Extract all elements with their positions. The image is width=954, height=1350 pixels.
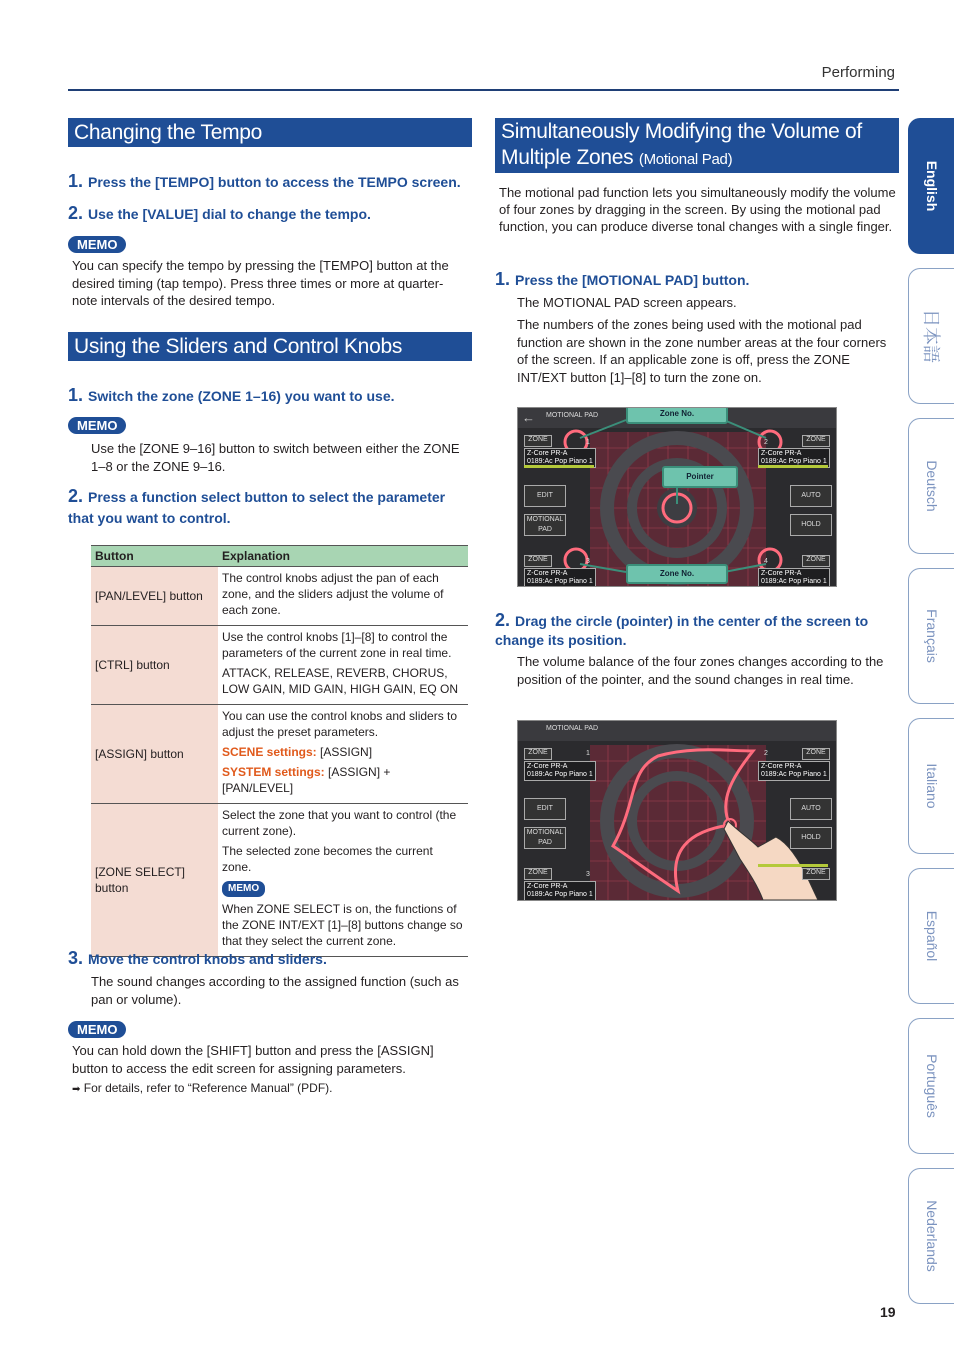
table-line: ATTACK, RELEASE, REVERB, CHORUS, LOW GAIN, MID GAIN, HIGH GAIN, EQ ON: [222, 666, 459, 696]
tab-label: Italiano: [923, 763, 940, 809]
table-key: [CTRL] button: [91, 626, 218, 705]
scene-settings-line: [222, 744, 464, 760]
sliders-memo1-text: Use the [ZONE 9–16] button to switch between either the ZONE 1–8 or the ZONE 9–16.: [91, 441, 460, 474]
motional-pad-screen-2: [517, 720, 837, 901]
zone-patch: 0189:Ac Pop Piano 1: [761, 771, 827, 778]
tab-francais[interactable]: [908, 568, 954, 704]
zone-patch-group: PR-A: [784, 570, 802, 577]
step-text: Move the control knobs and sliders.: [88, 951, 327, 967]
step-number: 3.: [68, 948, 84, 968]
section-title-tempo: Changing the Tempo: [68, 118, 472, 147]
motional-pad-button[interactable]: MOTIONAL PAD: [524, 827, 566, 849]
edit-button[interactable]: EDIT: [524, 485, 566, 507]
zone-button[interactable]: ZONE: [524, 435, 552, 447]
memo-badge: MEMO: [68, 1021, 126, 1038]
tab-label: Nederlands: [923, 1200, 940, 1272]
section-title-sub: (Motional Pad): [638, 151, 733, 168]
section-title-main: Simultaneously Modifying the Volume of Multiple Zones: [501, 120, 862, 169]
zone-engine: Z-Core: [527, 763, 549, 770]
table-line: The control knobs adjust the pan of each zone, and the sliders adjust the volume of each zone.: [222, 571, 444, 617]
zone-patch-group: PR-A: [784, 450, 802, 457]
zone-level-bar: [524, 465, 594, 468]
auto-button[interactable]: AUTO: [790, 798, 832, 820]
tab-japanese[interactable]: [908, 268, 954, 404]
zone-patch-group: PR-A: [550, 763, 568, 770]
step-text: Drag the circle (pointer) in the center of the screen to change its position.: [495, 613, 869, 648]
table-row: [91, 705, 468, 804]
zone-button[interactable]: ZONE: [524, 868, 552, 880]
zone-patch: 0189:Ac Pop Piano 1: [761, 458, 827, 465]
back-arrow-icon[interactable]: ←: [522, 410, 535, 425]
table-value: [218, 804, 468, 957]
reference-line: [72, 1081, 332, 1095]
zone-number: 3: [586, 558, 590, 565]
tab-english[interactable]: [908, 118, 954, 254]
tempo-memo-text: You can specify the tempo by pressing the [TEMPO] button at the desired timing (tap tempo). Press three times or more at quarter-note intervals of the desired tempo.: [72, 258, 449, 308]
tab-label: Português: [923, 1054, 940, 1118]
function-button-table: [91, 545, 468, 957]
sliders-step-1: [68, 386, 472, 406]
table-line: The selected zone becomes the current zone.: [222, 844, 433, 874]
section-title-sliders: Using the Sliders and Control Knobs: [68, 332, 472, 361]
zone-button[interactable]: ZONE: [802, 555, 830, 567]
zone-info: [758, 761, 830, 781]
tab-nederlands[interactable]: [908, 1168, 954, 1304]
step-text: Press the [TEMPO] button to access the TEMPO screen.: [88, 174, 461, 190]
system-settings-value: [ASSIGN] + [PAN/LEVEL]: [222, 765, 391, 795]
system-settings-line: [222, 764, 464, 796]
table-header-explanation: Explanation: [218, 546, 468, 567]
motional-pad-screen-1: [517, 407, 837, 587]
zone-patch: 0189:Ac Pop Piano 1: [527, 891, 593, 898]
screen-title: MOTIONAL PAD: [546, 725, 599, 732]
zone-patch: 0189:Ac Pop Piano 1: [527, 771, 593, 778]
zone-button[interactable]: ZONE: [524, 748, 552, 760]
zone-info: [758, 568, 830, 587]
zone-number: 3: [586, 871, 590, 878]
table-memo-text: When ZONE SELECT is on, the functions of the ZONE INT/EXT [1]–[8] buttons change so that they select the current zone.: [222, 902, 463, 948]
tab-espanol[interactable]: [908, 868, 954, 1004]
edit-button[interactable]: EDIT: [524, 798, 566, 820]
zone-engine: Z-Core: [761, 450, 783, 457]
motional-step-1-body2: The numbers of the zones being used with the motional pad function are shown in the zone number areas at the four corners of the screen. If an applicable zone is off, press the ZONE INT/EXT button [1]–[8] to turn the zone on.: [517, 317, 887, 385]
tab-label: Français: [923, 609, 940, 663]
tempo-step-1: [68, 172, 472, 192]
zone-number: 2: [764, 750, 768, 757]
zone-engine: Z-Core: [527, 883, 549, 890]
zone-patch: 0189:Ac Pop Piano 1: [527, 458, 593, 465]
zone-number: 2: [764, 439, 768, 446]
zone-number: 4: [764, 558, 768, 565]
scene-settings-label: SCENE settings:: [222, 745, 317, 759]
table-memo-line: [222, 879, 464, 897]
table-value: [218, 705, 468, 804]
table-row: [91, 626, 468, 705]
step-text: Press the [MOTIONAL PAD] button.: [515, 272, 750, 288]
sliders-step-3-body: The sound changes according to the assigned function (such as pan or volume).: [91, 974, 459, 1007]
step-number: 1.: [68, 385, 84, 405]
table-row: [91, 804, 468, 957]
screen-title: MOTIONAL PAD: [546, 412, 599, 419]
zone-button[interactable]: ZONE: [524, 555, 552, 567]
tab-label: 日本語: [920, 309, 941, 363]
table-key: [ASSIGN] button: [91, 705, 218, 804]
sliders-memo2-text: You can hold down the [SHIFT] button and press the [ASSIGN] button to access the edit screen for assigning parameters.: [72, 1043, 434, 1076]
section-title-motional-pad: [495, 118, 899, 173]
step-number: 1.: [495, 269, 511, 289]
zone-number: 1: [586, 439, 590, 446]
scene-settings-value: [ASSIGN]: [320, 745, 373, 759]
table-header-row: [91, 546, 468, 567]
section-header-label: Performing: [821, 64, 895, 81]
callout-pointer: Pointer: [662, 466, 738, 488]
hold-button[interactable]: HOLD: [790, 514, 832, 536]
zone-engine: Z-Core: [527, 570, 549, 577]
zone-engine: Z-Core: [761, 570, 783, 577]
memo-badge: MEMO: [68, 417, 126, 434]
tab-italiano[interactable]: [908, 718, 954, 854]
motional-step-1: [495, 270, 899, 290]
page-number: 19: [880, 1304, 896, 1320]
zone-patch-group: PR-A: [550, 570, 568, 577]
zone-patch: 0189:Ac Pop Piano 1: [761, 578, 827, 585]
callout-zone-number-top: Zone No.: [626, 407, 728, 424]
tempo-step-2: [68, 204, 472, 224]
motional-intro: The motional pad function lets you simultaneously modify the volume of four zones by dragging in the screen. By using the motional pad function, you can produce diverse tonal changes with a single finger.: [499, 185, 896, 234]
table-line: Select the zone that you want to control (the current zone).: [222, 808, 457, 838]
reference-link-text: For details, refer to “Reference Manual” (PDF).: [83, 1081, 333, 1095]
zone-button[interactable]: ZONE: [802, 748, 830, 760]
zone-engine: Z-Core: [527, 450, 549, 457]
motional-step-2-body: The volume balance of the four zones changes according to the position of the pointer, and the sound changes in real time.: [517, 654, 884, 687]
tab-deutsch[interactable]: [908, 418, 954, 554]
motional-pad-button[interactable]: MOTIONAL PAD: [524, 514, 566, 536]
step-number: 2.: [68, 486, 84, 506]
table-value: [218, 567, 468, 626]
tab-label: English: [923, 160, 940, 212]
table-key: [ZONE SELECT] button: [91, 804, 218, 957]
table-header-button: Button: [91, 546, 218, 567]
zone-level-bar: [758, 864, 828, 867]
zone-button[interactable]: ZONE: [802, 868, 830, 880]
callout-zone-number-bottom: Zone No.: [626, 564, 728, 584]
zone-level-bar: [758, 465, 828, 468]
step-number: 2.: [68, 203, 84, 223]
sliders-step-3: [68, 949, 472, 969]
zone-number: 1: [586, 750, 590, 757]
system-settings-label: SYSTEM settings:: [222, 765, 325, 779]
auto-button[interactable]: AUTO: [790, 485, 832, 507]
memo-badge: MEMO: [222, 881, 265, 897]
step-text: Press a function select button to select the parameter that you want to control.: [68, 489, 446, 526]
zone-button[interactable]: ZONE: [802, 435, 830, 447]
table-line: You can use the control knobs and sliders to adjust the preset parameters.: [222, 709, 458, 739]
tab-label: Deutsch: [923, 460, 940, 512]
step-number: 1.: [68, 171, 84, 191]
sliders-step-2: [68, 486, 472, 529]
zone-info: [524, 568, 596, 587]
step-number: 2.: [495, 610, 511, 630]
zone-engine: Z-Core: [761, 763, 783, 770]
step-text: Switch the zone (ZONE 1–16) you want to use.: [88, 388, 395, 404]
table-row: [91, 567, 468, 626]
hold-button[interactable]: HOLD: [790, 827, 832, 849]
zone-info: [524, 761, 596, 781]
tab-label: Español: [923, 910, 940, 962]
zone-info: [524, 881, 596, 901]
arrow-right-icon: ➡: [72, 1084, 81, 1095]
table-line: Use the control knobs [1]–[8] to control the parameters of the current zone in real time.: [222, 630, 452, 660]
zone-patch-group: PR-A: [784, 763, 802, 770]
memo-badge: MEMO: [68, 236, 126, 253]
tab-portugues[interactable]: [908, 1018, 954, 1154]
motional-step-2: [495, 611, 899, 650]
zone-patch-group: PR-A: [550, 883, 568, 890]
zone-patch-group: PR-A: [550, 450, 568, 457]
table-value: [218, 626, 468, 705]
motional-step-1-body1: The MOTIONAL PAD screen appears.: [517, 295, 737, 310]
table-key: [PAN/LEVEL] button: [91, 567, 218, 626]
zone-patch: 0189:Ac Pop Piano 1: [527, 578, 593, 585]
step-text: Use the [VALUE] dial to change the tempo.: [88, 206, 371, 222]
header-rule: [68, 89, 899, 91]
